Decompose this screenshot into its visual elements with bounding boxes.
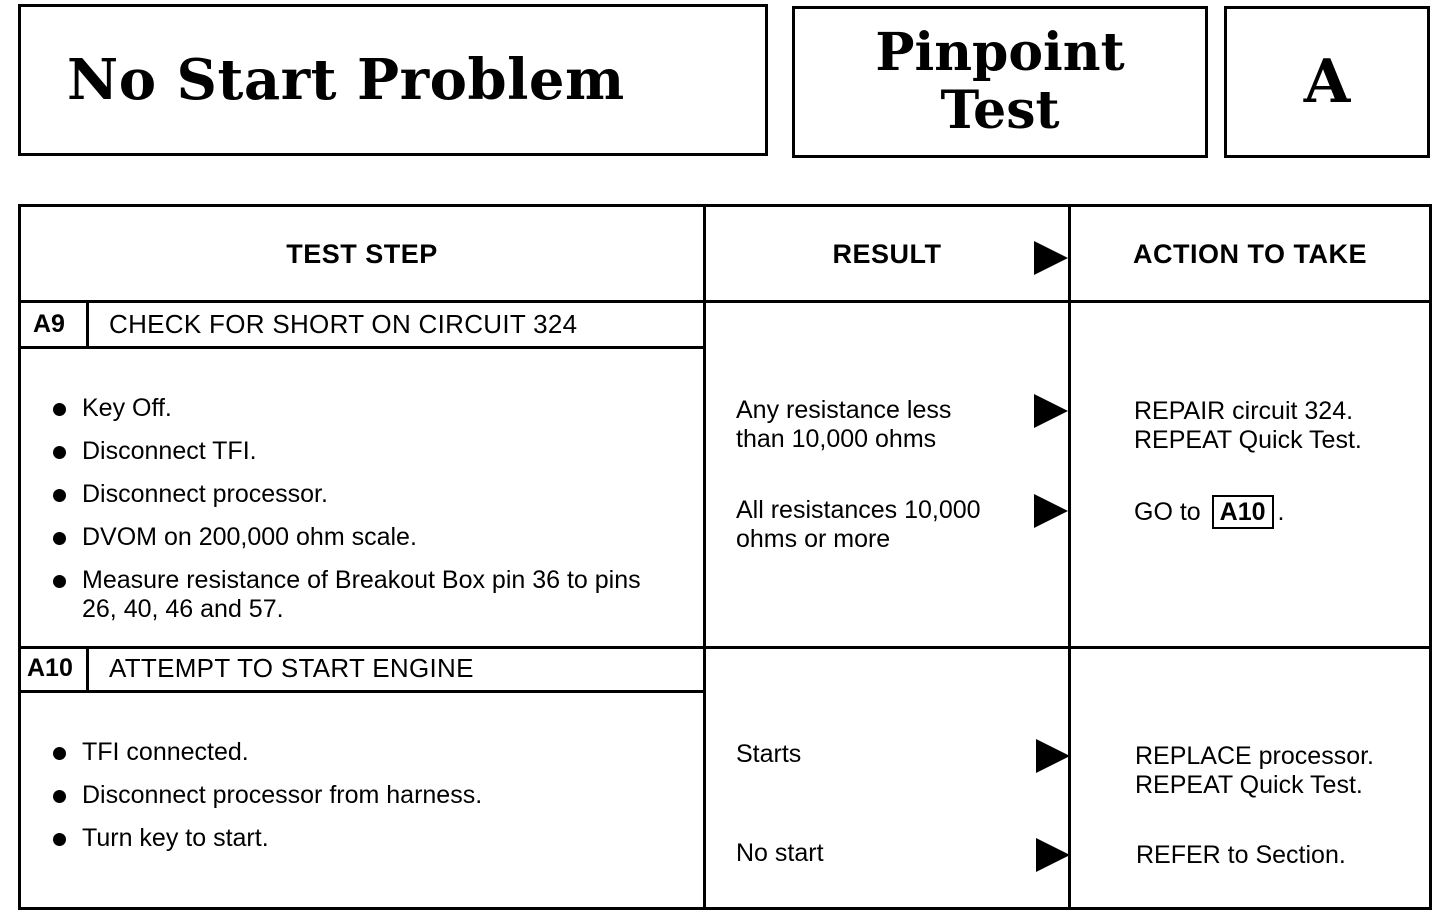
step-title-a10: ATTEMPT TO START ENGINE	[109, 653, 474, 683]
step-id-divider	[86, 649, 89, 690]
test-letter: A	[1303, 47, 1351, 117]
bullet-icon	[53, 489, 66, 502]
list-item: DVOM on 200,000 ohm scale.	[40, 523, 680, 552]
list-item: Disconnect TFI.	[40, 437, 680, 466]
list-item: Disconnect processor.	[40, 480, 680, 509]
result-a9-1: Any resistance less than 10,000 ohms	[736, 396, 952, 453]
arrow-icon	[1036, 838, 1070, 872]
bullet-icon	[53, 532, 66, 545]
bullet-icon	[53, 833, 66, 846]
column-divider	[703, 207, 706, 907]
test-label: Test	[940, 80, 1060, 141]
step-id-a9: A9	[33, 310, 65, 338]
page-title: No Start Problem	[67, 47, 625, 113]
pinpoint-test-box	[792, 6, 1208, 158]
pinpoint-table	[18, 204, 1432, 910]
result-a9-2: All resistances 10,000 ohms or more	[736, 496, 981, 553]
result-a10-2: No start	[736, 839, 824, 867]
bullet-icon	[53, 747, 66, 760]
goto-step-ref: A10	[1212, 495, 1274, 529]
list-item: Disconnect processor from harness.	[40, 781, 680, 810]
step-divider	[21, 646, 1429, 649]
action-a9-2: GO to A10 .	[1134, 495, 1284, 529]
header-action: ACTION TO TAKE	[1133, 239, 1367, 269]
step-title-a9: CHECK FOR SHORT ON CIRCUIT 324	[109, 309, 578, 339]
header-divider	[21, 300, 1429, 303]
header-test-step: TEST STEP	[286, 239, 438, 269]
step-id-divider	[86, 303, 89, 346]
step-id-a10: A10	[27, 654, 73, 682]
list-item: Turn key to start.	[40, 824, 680, 853]
bullet-icon	[53, 575, 66, 588]
step-title-divider	[21, 690, 703, 693]
arrow-icon	[1036, 739, 1070, 773]
action-a10-1: REPLACE processor. REPEAT Quick Test.	[1135, 742, 1374, 799]
step-a10-bullets	[40, 738, 680, 867]
pinpoint-label: Pinpoint	[875, 22, 1125, 83]
bullet-icon	[53, 790, 66, 803]
action-a9-1: REPAIR circuit 324. REPEAT Quick Test.	[1134, 397, 1362, 454]
arrow-icon	[1034, 394, 1068, 428]
action-a10-2: REFER to Section.	[1136, 841, 1346, 869]
test-letter-box	[1224, 6, 1430, 158]
arrow-icon	[1034, 494, 1068, 528]
step-title-divider	[21, 346, 703, 349]
header-result: RESULT	[832, 239, 942, 269]
result-a10-1: Starts	[736, 740, 802, 768]
column-divider	[1068, 207, 1071, 907]
bullet-icon	[53, 403, 66, 416]
title-box	[18, 4, 768, 156]
list-item: Measure resistance of Breakout Box pin 36 to pins 26, 40, 46 and 57.	[40, 566, 680, 624]
list-item: TFI connected.	[40, 738, 680, 767]
list-item: Key Off.	[40, 394, 680, 423]
arrow-icon	[1034, 241, 1068, 275]
step-a9-bullets	[40, 394, 680, 638]
bullet-icon	[53, 446, 66, 459]
